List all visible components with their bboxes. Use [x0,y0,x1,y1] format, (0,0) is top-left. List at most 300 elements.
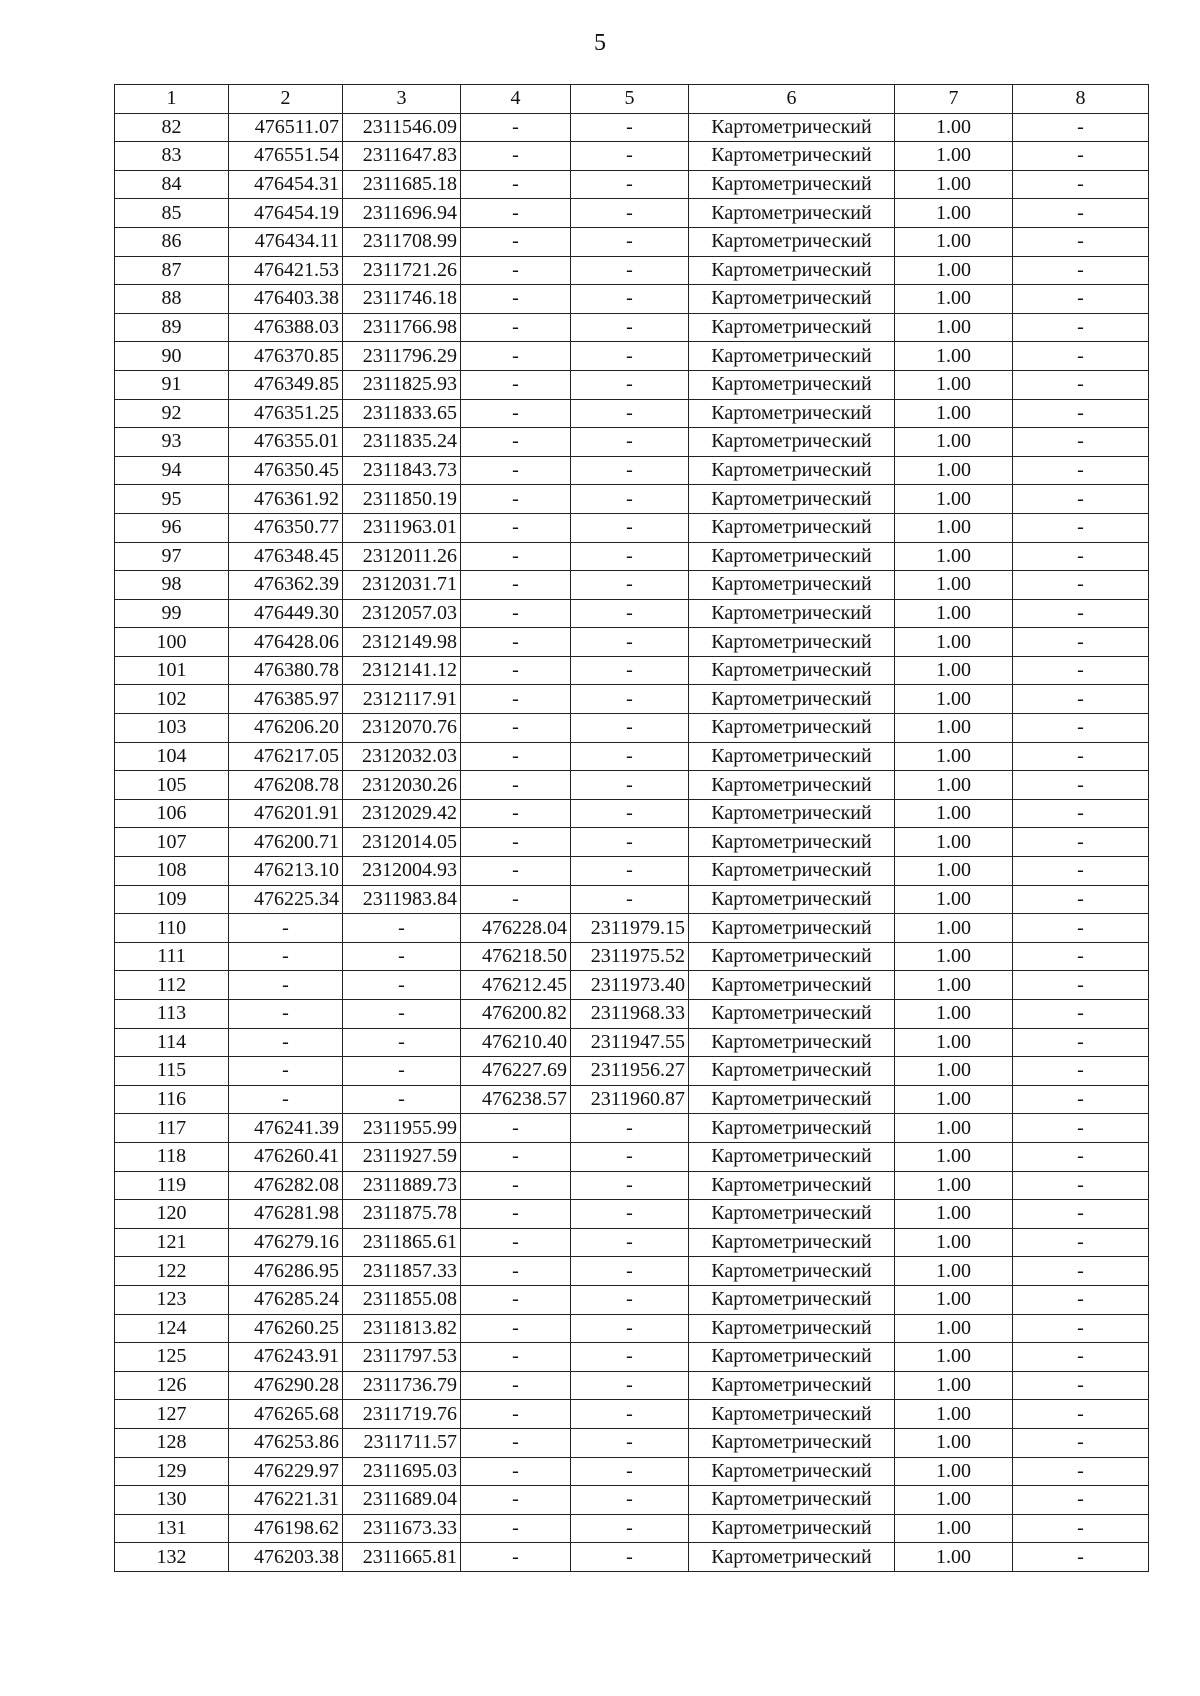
cell-y-coordinate: 2311546.09 [343,113,461,142]
table-row [115,513,1149,542]
cell-accuracy: 1.00 [895,485,1013,514]
table-row [115,542,1149,571]
cell-method: Картометрический [689,399,895,428]
column-header-accuracy: 7 [895,85,1013,114]
table-row [115,142,1149,171]
cell-method: Картометрический [689,170,895,199]
table-row [115,1200,1149,1229]
cell-accuracy: 1.00 [895,1486,1013,1515]
table-row [115,1000,1149,1029]
cell-note: - [1013,1200,1149,1229]
cell-method: Картометрический [689,1000,895,1029]
cell-y-coordinate: 2312057.03 [343,599,461,628]
cell-y-coordinate-alt: - [571,1228,689,1257]
cell-note: - [1013,628,1149,657]
cell-x-coordinate-alt: - [461,1314,571,1343]
cell-y-coordinate-alt: - [571,857,689,886]
cell-y-coordinate: 2311889.73 [343,1171,461,1200]
cell-accuracy: 1.00 [895,1314,1013,1343]
cell-x-coordinate-alt: - [461,742,571,771]
cell-note: - [1013,942,1149,971]
cell-accuracy: 1.00 [895,599,1013,628]
cell-note: - [1013,1314,1149,1343]
cell-method: Картометрический [689,428,895,457]
cell-point-number: 97 [115,542,229,571]
cell-accuracy: 1.00 [895,1257,1013,1286]
cell-x-coordinate-alt: - [461,685,571,714]
cell-y-coordinate-alt: - [571,1285,689,1314]
cell-x-coordinate: 476428.06 [229,628,343,657]
cell-note: - [1013,227,1149,256]
cell-y-coordinate: - [343,1028,461,1057]
cell-y-coordinate-alt: - [571,571,689,600]
cell-method: Картометрический [689,656,895,685]
cell-accuracy: 1.00 [895,170,1013,199]
table-row [115,399,1149,428]
cell-method: Картометрический [689,1142,895,1171]
cell-y-coordinate: - [343,942,461,971]
cell-point-number: 117 [115,1114,229,1143]
cell-point-number: 90 [115,342,229,371]
cell-y-coordinate-alt: - [571,370,689,399]
cell-method: Картометрический [689,142,895,171]
cell-accuracy: 1.00 [895,370,1013,399]
cell-x-coordinate: 476361.92 [229,485,343,514]
cell-point-number: 102 [115,685,229,714]
cell-y-coordinate-alt: 2311979.15 [571,914,689,943]
cell-point-number: 127 [115,1400,229,1429]
cell-method: Картометрический [689,1343,895,1372]
cell-x-coordinate-alt: - [461,456,571,485]
cell-x-coordinate: 476454.31 [229,170,343,199]
cell-x-coordinate: 476217.05 [229,742,343,771]
cell-note: - [1013,1285,1149,1314]
cell-method: Картометрический [689,1028,895,1057]
cell-point-number: 104 [115,742,229,771]
cell-accuracy: 1.00 [895,1543,1013,1572]
cell-point-number: 115 [115,1057,229,1086]
cell-x-coordinate-alt: - [461,428,571,457]
cell-y-coordinate-alt: - [571,285,689,314]
cell-y-coordinate: 2311850.19 [343,485,461,514]
column-header-method: 6 [689,85,895,114]
cell-point-number: 118 [115,1142,229,1171]
table-row [115,1057,1149,1086]
cell-accuracy: 1.00 [895,1057,1013,1086]
cell-x-coordinate: 476349.85 [229,370,343,399]
cell-x-coordinate: - [229,1085,343,1114]
cell-note: - [1013,170,1149,199]
cell-method: Картометрический [689,828,895,857]
cell-accuracy: 1.00 [895,656,1013,685]
table-row [115,1171,1149,1200]
cell-point-number: 93 [115,428,229,457]
cell-x-coordinate-alt: 476212.45 [461,971,571,1000]
cell-method: Картометрический [689,456,895,485]
cell-method: Картометрический [689,1057,895,1086]
cell-note: - [1013,313,1149,342]
cell-accuracy: 1.00 [895,1428,1013,1457]
cell-method: Картометрический [689,971,895,1000]
cell-y-coordinate-alt: - [571,313,689,342]
cell-x-coordinate-alt: - [461,113,571,142]
cell-method: Картометрический [689,685,895,714]
cell-point-number: 103 [115,714,229,743]
cell-accuracy: 1.00 [895,428,1013,457]
cell-accuracy: 1.00 [895,399,1013,428]
cell-x-coordinate: 476350.45 [229,456,343,485]
cell-point-number: 89 [115,313,229,342]
cell-note: - [1013,399,1149,428]
cell-point-number: 130 [115,1486,229,1515]
cell-note: - [1013,771,1149,800]
cell-x-coordinate: 476225.34 [229,885,343,914]
cell-accuracy: 1.00 [895,1085,1013,1114]
cell-x-coordinate: 476355.01 [229,428,343,457]
cell-accuracy: 1.00 [895,1200,1013,1229]
cell-x-coordinate-alt: - [461,1428,571,1457]
cell-point-number: 87 [115,256,229,285]
cell-method: Картометрический [689,1428,895,1457]
cell-y-coordinate: 2311825.93 [343,370,461,399]
cell-y-coordinate: 2311746.18 [343,285,461,314]
cell-y-coordinate: 2311813.82 [343,1314,461,1343]
table-row [115,1257,1149,1286]
cell-y-coordinate-alt: - [571,142,689,171]
cell-x-coordinate-alt: - [461,1400,571,1429]
table-row [115,1285,1149,1314]
cell-x-coordinate: 476348.45 [229,542,343,571]
cell-accuracy: 1.00 [895,227,1013,256]
cell-x-coordinate: 476286.95 [229,1257,343,1286]
cell-y-coordinate: 2312032.03 [343,742,461,771]
cell-y-coordinate: 2311719.76 [343,1400,461,1429]
cell-note: - [1013,742,1149,771]
cell-y-coordinate: 2311647.83 [343,142,461,171]
cell-y-coordinate-alt: - [571,456,689,485]
cell-point-number: 120 [115,1200,229,1229]
cell-method: Картометрический [689,857,895,886]
cell-x-coordinate-alt: - [461,771,571,800]
cell-y-coordinate-alt: - [571,113,689,142]
cell-x-coordinate-alt: - [461,656,571,685]
cell-x-coordinate-alt: 476228.04 [461,914,571,943]
cell-note: - [1013,914,1149,943]
cell-y-coordinate: 2312141.12 [343,656,461,685]
cell-note: - [1013,1171,1149,1200]
table-row [115,227,1149,256]
cell-point-number: 128 [115,1428,229,1457]
cell-note: - [1013,113,1149,142]
cell-y-coordinate-alt: 2311956.27 [571,1057,689,1086]
cell-method: Картометрический [689,1400,895,1429]
cell-accuracy: 1.00 [895,942,1013,971]
cell-y-coordinate: 2311963.01 [343,513,461,542]
cell-x-coordinate-alt: - [461,1343,571,1372]
cell-x-coordinate: 476281.98 [229,1200,343,1229]
cell-x-coordinate: 476260.41 [229,1142,343,1171]
cell-x-coordinate: 476229.97 [229,1457,343,1486]
cell-point-number: 123 [115,1285,229,1314]
cell-note: - [1013,456,1149,485]
cell-point-number: 131 [115,1514,229,1543]
cell-method: Картометрический [689,1314,895,1343]
cell-method: Картометрический [689,1114,895,1143]
cell-y-coordinate-alt: - [571,1371,689,1400]
cell-y-coordinate: 2311927.59 [343,1142,461,1171]
cell-point-number: 94 [115,456,229,485]
cell-point-number: 132 [115,1543,229,1572]
cell-point-number: 84 [115,170,229,199]
table-row [115,170,1149,199]
cell-point-number: 92 [115,399,229,428]
cell-x-coordinate-alt: - [461,370,571,399]
cell-x-coordinate-alt: - [461,342,571,371]
cell-point-number: 85 [115,199,229,228]
cell-method: Картометрический [689,771,895,800]
table-row [115,656,1149,685]
table-row [115,342,1149,371]
cell-point-number: 91 [115,370,229,399]
cell-y-coordinate-alt: - [571,428,689,457]
cell-method: Картометрический [689,742,895,771]
cell-note: - [1013,1457,1149,1486]
cell-point-number: 88 [115,285,229,314]
table-row [115,971,1149,1000]
cell-y-coordinate: 2312004.93 [343,857,461,886]
table-row [115,199,1149,228]
cell-y-coordinate-alt: - [571,1543,689,1572]
cell-note: - [1013,857,1149,886]
table-row [115,313,1149,342]
cell-point-number: 111 [115,942,229,971]
table-row [115,685,1149,714]
cell-x-coordinate: 476454.19 [229,199,343,228]
table-row [115,828,1149,857]
cell-method: Картометрический [689,799,895,828]
cell-x-coordinate-alt: - [461,485,571,514]
cell-x-coordinate-alt: - [461,1228,571,1257]
table-row [115,857,1149,886]
cell-x-coordinate-alt: - [461,256,571,285]
cell-x-coordinate: 476351.25 [229,399,343,428]
cell-method: Картометрический [689,313,895,342]
cell-x-coordinate-alt: - [461,285,571,314]
cell-method: Картометрический [689,1285,895,1314]
cell-method: Картометрический [689,542,895,571]
cell-y-coordinate: 2311865.61 [343,1228,461,1257]
cell-accuracy: 1.00 [895,885,1013,914]
cell-y-coordinate-alt: - [571,885,689,914]
cell-y-coordinate: - [343,1000,461,1029]
cell-method: Картометрический [689,256,895,285]
cell-y-coordinate-alt: - [571,714,689,743]
cell-accuracy: 1.00 [895,771,1013,800]
cell-point-number: 121 [115,1228,229,1257]
cell-note: - [1013,1486,1149,1515]
table-row [115,1314,1149,1343]
table-row [115,1114,1149,1143]
cell-method: Картометрический [689,599,895,628]
cell-y-coordinate: 2311708.99 [343,227,461,256]
cell-x-coordinate-alt: - [461,1200,571,1229]
cell-point-number: 122 [115,1257,229,1286]
column-header-y-coordinate-alt: 5 [571,85,689,114]
table-row [115,1543,1149,1572]
page-number: 5 [594,30,606,56]
cell-y-coordinate-alt: - [571,1200,689,1229]
cell-y-coordinate: 2312029.42 [343,799,461,828]
cell-y-coordinate: 2311766.98 [343,313,461,342]
cell-x-coordinate: 476243.91 [229,1343,343,1372]
table-row [115,714,1149,743]
cell-note: - [1013,1114,1149,1143]
cell-y-coordinate: 2311673.33 [343,1514,461,1543]
cell-method: Картометрический [689,485,895,514]
cell-y-coordinate: 2311955.99 [343,1114,461,1143]
table-row [115,1028,1149,1057]
cell-x-coordinate-alt: - [461,170,571,199]
cell-accuracy: 1.00 [895,628,1013,657]
cell-x-coordinate-alt: - [461,513,571,542]
cell-note: - [1013,428,1149,457]
cell-y-coordinate-alt: - [571,1142,689,1171]
cell-point-number: 113 [115,1000,229,1029]
cell-x-coordinate: 476388.03 [229,313,343,342]
cell-x-coordinate-alt: - [461,199,571,228]
cell-x-coordinate: 476241.39 [229,1114,343,1143]
cell-note: - [1013,799,1149,828]
cell-method: Картометрический [689,1171,895,1200]
cell-accuracy: 1.00 [895,1114,1013,1143]
cell-x-coordinate-alt: - [461,1114,571,1143]
cell-x-coordinate-alt: - [461,142,571,171]
coordinates-table [114,84,1149,1572]
cell-x-coordinate: 476279.16 [229,1228,343,1257]
table-row [115,942,1149,971]
table-row [115,1428,1149,1457]
cell-x-coordinate: 476201.91 [229,799,343,828]
cell-y-coordinate: 2311857.33 [343,1257,461,1286]
cell-y-coordinate-alt: - [571,799,689,828]
cell-x-coordinate-alt: - [461,1285,571,1314]
cell-note: - [1013,285,1149,314]
cell-y-coordinate: 2311797.53 [343,1343,461,1372]
cell-y-coordinate-alt: - [571,656,689,685]
column-header-x-coordinate-alt: 4 [461,85,571,114]
cell-method: Картометрический [689,513,895,542]
cell-method: Картометрический [689,1371,895,1400]
table-row [115,1457,1149,1486]
table-row [115,628,1149,657]
table-row [115,1228,1149,1257]
cell-x-coordinate-alt: - [461,1142,571,1171]
cell-x-coordinate-alt: - [461,1457,571,1486]
cell-x-coordinate: 476362.39 [229,571,343,600]
cell-note: - [1013,1000,1149,1029]
cell-y-coordinate-alt: - [571,599,689,628]
cell-y-coordinate: - [343,971,461,1000]
cell-x-coordinate-alt: - [461,313,571,342]
cell-x-coordinate-alt: - [461,628,571,657]
cell-x-coordinate: 476551.54 [229,142,343,171]
cell-y-coordinate: - [343,914,461,943]
cell-accuracy: 1.00 [895,542,1013,571]
cell-x-coordinate: - [229,1057,343,1086]
table-row [115,1085,1149,1114]
cell-x-coordinate-alt: 476218.50 [461,942,571,971]
cell-point-number: 107 [115,828,229,857]
cell-x-coordinate: 476285.24 [229,1285,343,1314]
cell-point-number: 95 [115,485,229,514]
cell-x-coordinate-alt: - [461,571,571,600]
cell-point-number: 101 [115,656,229,685]
cell-x-coordinate: - [229,1000,343,1029]
cell-x-coordinate-alt: - [461,542,571,571]
cell-x-coordinate: 476385.97 [229,685,343,714]
cell-method: Картометрический [689,1486,895,1515]
cell-point-number: 106 [115,799,229,828]
column-header-note: 8 [1013,85,1149,114]
cell-method: Картометрический [689,1200,895,1229]
cell-y-coordinate: 2311983.84 [343,885,461,914]
table-row [115,799,1149,828]
cell-y-coordinate: 2312011.26 [343,542,461,571]
cell-note: - [1013,1371,1149,1400]
cell-accuracy: 1.00 [895,971,1013,1000]
cell-y-coordinate-alt: - [571,1257,689,1286]
cell-y-coordinate-alt: - [571,685,689,714]
cell-point-number: 110 [115,914,229,943]
cell-note: - [1013,1400,1149,1429]
cell-y-coordinate-alt: - [571,513,689,542]
cell-y-coordinate-alt: - [571,628,689,657]
cell-x-coordinate-alt: 476238.57 [461,1085,571,1114]
cell-point-number: 96 [115,513,229,542]
cell-x-coordinate: 476403.38 [229,285,343,314]
cell-point-number: 99 [115,599,229,628]
cell-x-coordinate-alt: 476210.40 [461,1028,571,1057]
cell-y-coordinate-alt: - [571,1486,689,1515]
cell-method: Картометрический [689,942,895,971]
cell-note: - [1013,1142,1149,1171]
cell-x-coordinate-alt: - [461,1257,571,1286]
cell-accuracy: 1.00 [895,456,1013,485]
cell-method: Картометрический [689,1257,895,1286]
cell-x-coordinate: 476221.31 [229,1486,343,1515]
cell-x-coordinate: 476370.85 [229,342,343,371]
cell-point-number: 126 [115,1371,229,1400]
cell-note: - [1013,342,1149,371]
cell-method: Картометрический [689,714,895,743]
cell-note: - [1013,1228,1149,1257]
table-row [115,285,1149,314]
table-row [115,256,1149,285]
table-row [115,914,1149,943]
cell-y-coordinate-alt: - [571,1428,689,1457]
cell-y-coordinate-alt: - [571,828,689,857]
table-row [115,456,1149,485]
cell-accuracy: 1.00 [895,313,1013,342]
cell-x-coordinate-alt: - [461,599,571,628]
cell-y-coordinate-alt: 2311960.87 [571,1085,689,1114]
cell-y-coordinate: 2312031.71 [343,571,461,600]
cell-y-coordinate: 2311685.18 [343,170,461,199]
cell-y-coordinate: 2311843.73 [343,456,461,485]
cell-y-coordinate-alt: 2311968.33 [571,1000,689,1029]
cell-x-coordinate: - [229,914,343,943]
cell-method: Картометрический [689,1085,895,1114]
